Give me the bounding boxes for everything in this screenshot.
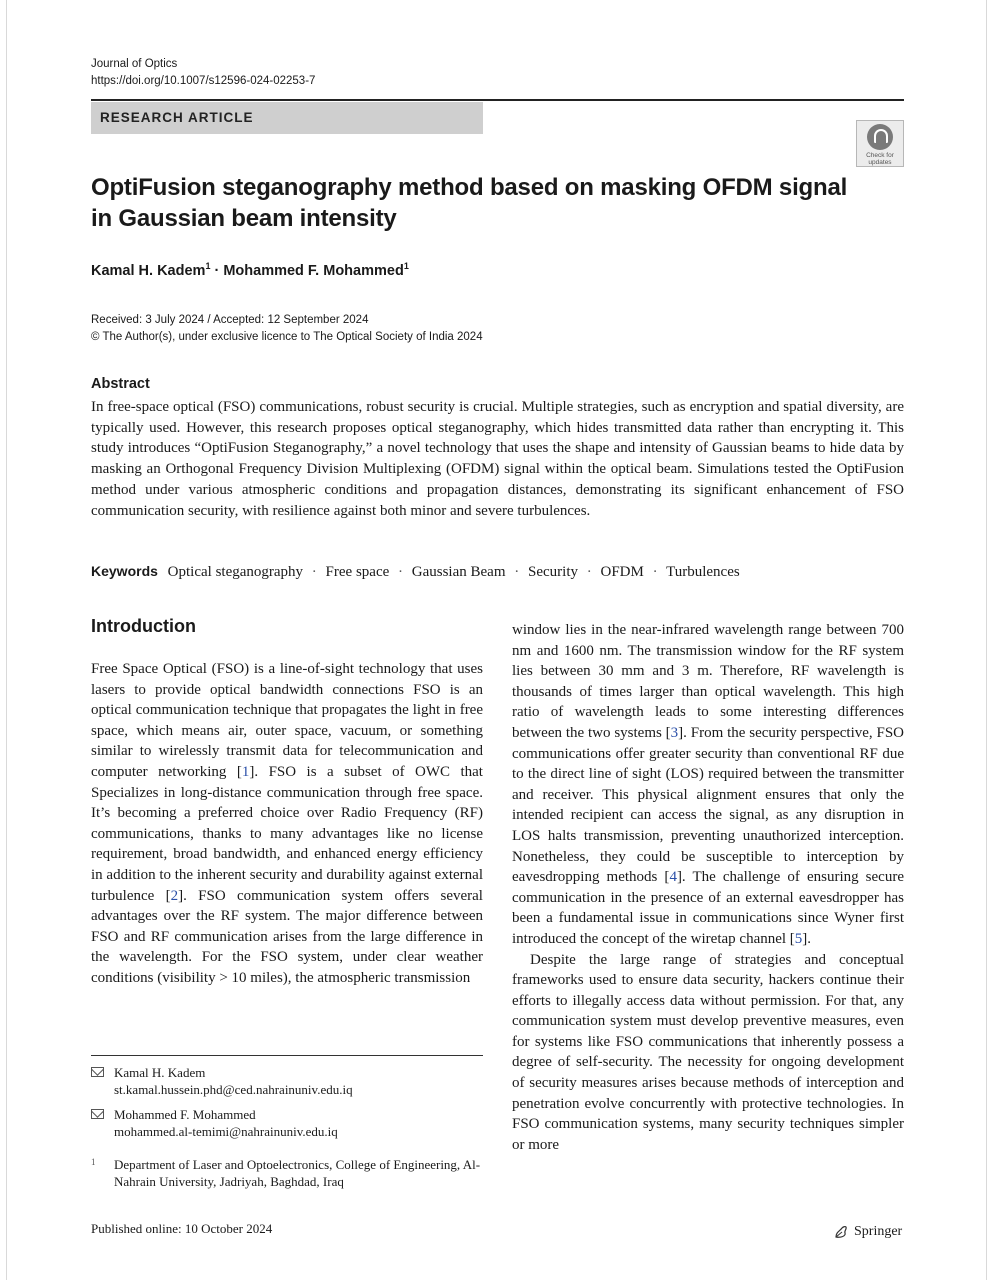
body-column-left [91, 659, 483, 989]
body-column-right [512, 620, 904, 1155]
publication-dates [91, 312, 483, 346]
corresponding-author-1 [91, 1064, 353, 1098]
abstract-heading: Abstract [91, 376, 150, 392]
envelope-icon [91, 1107, 107, 1124]
contact-email[interactable]: st.kamal.hussein.phd@ced.nahrainuniv.edu.iq [114, 1082, 353, 1097]
springer-logo-icon [833, 1224, 849, 1240]
affiliation-sup: 1 [205, 261, 211, 271]
author-name[interactable]: Mohammed F. Mohammed [223, 262, 404, 279]
keyword: Security [528, 564, 578, 580]
body-paragraph: Despite the large range of strategies and conceptual frameworks used to ensure data security, hackers continue their efforts to illegally access data without permission. For that, any communication system must develop preventive measures, even for systems like FSO communications that inherently possess a degree of self-security. The necessity for ongoing development of security measures arises because methods of interception and penetration evolve concurrently with protective technologies. In FSO communication systems, many security techniques simpler or more [512, 951, 904, 1153]
doi-link[interactable]: https://doi.org/10.1007/s12596-024-02253-7 [91, 75, 316, 87]
keyword-separator: · [652, 564, 658, 580]
check-for-updates-icon [867, 124, 893, 150]
abstract-text: In free-space optical (FSO) communications, robust security is crucial. Multiple strategies, such as encryption and spatial diversity, are typically used. However, this research proposes optical steganography, which hides transmitted data rather than encrypting it. This study introduces “OptiFusion Steganography,” a novel technology that uses the shape and intensity of Gaussian beams to hide data by masking an Orthogonal Frequency Division Multiplexing (OFDM) signal within the optical beam. Simulations tested the OptiFusion method under various atmospheric conditions and propagation distances, demonstrating its significant enhancement of FSO communication security, with resilience against both minor and severe turbulences. [91, 399, 904, 519]
citation-link[interactable]: 3 [670, 724, 679, 741]
keyword: Turbulences [666, 564, 740, 580]
journal-name: Journal of Optics [91, 58, 178, 70]
keywords-line [91, 561, 740, 582]
body-paragraph: Free Space Optical (FSO) is a line-of-sight technology that uses lasers to provide optical bandwidth connections FSO is an optical communication technique that propagates the light in free space, which means air, outer space, vacuum, or something similar to wirelessly transmit data for telecommunication and computer networking [1]. FSO is a subset of OWC that Specializes in long-distance communication through free space. It’s becoming a preferred choice over Radio Frequency (RF) communications, thanks to many advantages like no license requirement, broad bandwidth, and enhanced energy efficiency in addition to the inherent security and durability against external turbulence [2]. FSO communication system offers several advantages over the RF system. The major difference between FSO and RF communication arises from the large difference in the wavelength. For the FSO system, under clear weather conditions (visibility > 10 miles), the atmospheric transmission [91, 661, 483, 986]
contact-email[interactable]: mohammed.al-temimi@nahrainuniv.edu.iq [114, 1124, 338, 1139]
keyword-separator: · [311, 564, 317, 580]
author-name[interactable]: Kamal H. Kadem [91, 262, 206, 279]
citation-link[interactable]: 1 [241, 763, 250, 780]
journal-header [91, 56, 315, 90]
keyword-separator: · [398, 564, 404, 580]
citation-link[interactable]: 2 [170, 887, 179, 904]
received-accepted: Received: 3 July 2024 / Accepted: 12 September 2024 [91, 314, 369, 326]
keyword-separator: · [514, 564, 520, 580]
footnote-rule [91, 1055, 483, 1056]
keyword-separator: · [586, 564, 592, 580]
affiliation-text: Department of Laser and Optoelectronics, College of Engineering, Al-Nahrain University, Jadriyah, Baghdad, Iraq [114, 1157, 481, 1189]
keyword: Free space [325, 564, 390, 580]
keyword: Gaussian Beam [411, 564, 506, 580]
citation-link[interactable]: 5 [794, 930, 803, 947]
keyword: Optical steganography [167, 564, 304, 580]
article-type-label: RESEARCH ARTICLE [91, 102, 483, 134]
published-online: Published online: 10 October 2024 [91, 1221, 273, 1236]
author-separator: · [210, 262, 224, 279]
affiliation-mark: 1 [91, 1157, 96, 1167]
check-for-updates-badge[interactable] [856, 120, 904, 167]
section-heading-introduction: Introduction [91, 616, 196, 636]
check-for-updates-label: Check for updates [866, 152, 894, 166]
corresponding-author-2 [91, 1106, 338, 1140]
contact-name: Mohammed F. Mohammed [114, 1107, 256, 1122]
affiliation-note [91, 1156, 483, 1190]
body-paragraph: window lies in the near-infrared wavelength range between 700 nm and 1600 nm. The transmission window for the RF system lies between 30 mm and 3 m. Therefore, RF wavelength is thousands of times larger than optical wavelength. This high ratio of wavelength leads to some interesting differences between the two systems [3]. From the security perspective, FSO communications offer greater security than conventional RF due to the direct line of sight (LOS) required between the transmitter and receiver. This physical alignment ensures that only the intended recipient can access the signal, as any disruption in LOS halts transmission, preventing unauthorized interception. Nonetheless, they could be susceptible to interception by eavesdropping methods [4]. The challenge of ensuring secure communication in the presence of an external eavesdropper has been a fundamental issue in communications since Wyner first introduced the concept of the wiretap channel [5]. [512, 622, 904, 947]
publisher-name: Springer [854, 1224, 903, 1239]
article-title: OptiFusion steganography method based on masking OFDM signal in Gaussian beam intensity [91, 174, 848, 232]
keywords-label: Keywords [91, 563, 158, 579]
envelope-icon [91, 1065, 107, 1082]
publisher-logo [833, 1224, 902, 1240]
header-rule [91, 99, 904, 101]
author-list [91, 261, 409, 279]
contact-name: Kamal H. Kadem [114, 1065, 206, 1080]
keyword: OFDM [600, 564, 644, 580]
copyright-line: © The Author(s), under exclusive licence to The Optical Society of India 2024 [91, 331, 483, 343]
affiliation-sup: 1 [403, 261, 409, 271]
citation-link[interactable]: 4 [669, 869, 677, 886]
